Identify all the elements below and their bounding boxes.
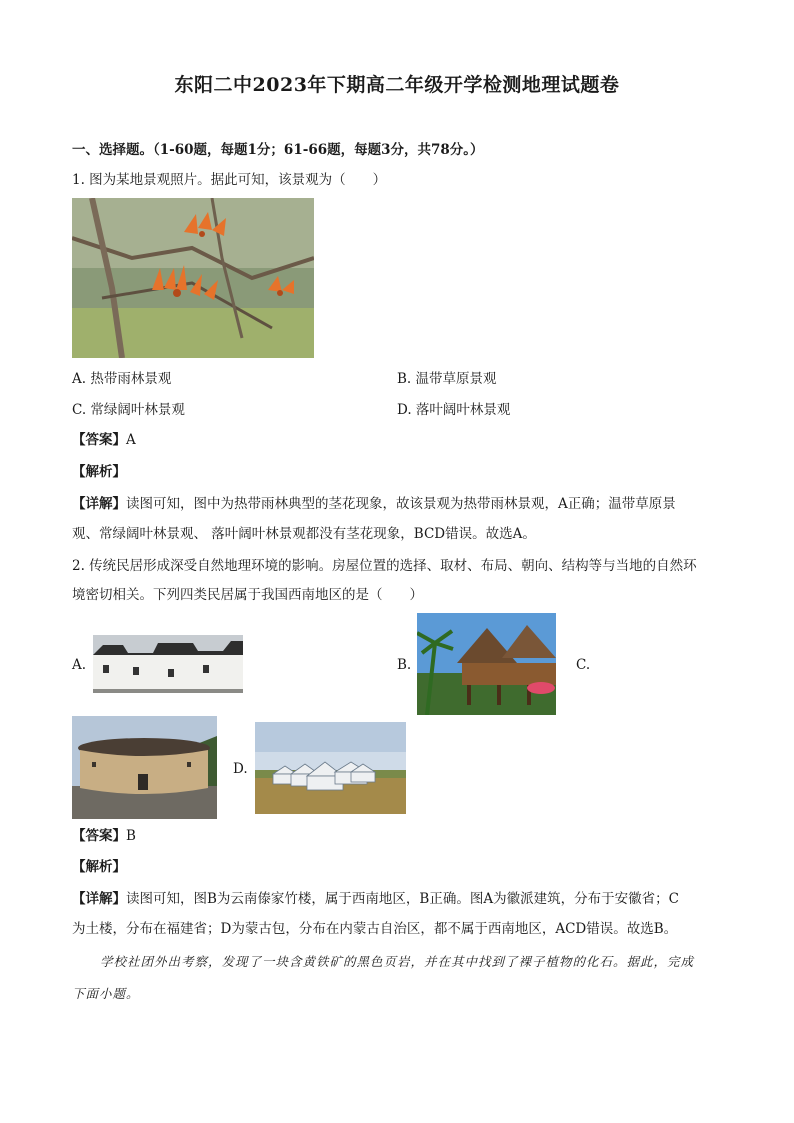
q2-detail-line1 <box>72 889 679 909</box>
q1-option-a: A. 热带雨林景观 <box>72 371 172 387</box>
q2-photo-c-tulou <box>72 716 217 819</box>
q2-stem-line1: 2. 传统民居形成深受自然地理环境的影响。房屋位置的选择、取材、布局、朝向、结构等与当地的自然环 <box>72 558 697 574</box>
q2-detail-line2: 为土楼，分布在福建省；D为蒙古包，分布在内蒙古自治区，都不属于西南地区，ACD错误。故选B。 <box>72 921 678 937</box>
q2-detail-text1: 读图可知，图B为云南傣家竹楼，属于西南地区，B正确。图A为徽派建筑，分布于安徽省；C <box>126 891 679 907</box>
q2-label-d: D. <box>233 761 248 777</box>
q1-flower-photo <box>72 198 314 358</box>
intro-line1: 学校社团外出考察，发现了一块含黄铁矿的黑色页岩，并在其中找到了裸子植物的化石。据此，完成 <box>100 954 695 969</box>
q1-answer <box>72 430 136 450</box>
q2-photo-b-dai-bamboo-house <box>417 613 556 715</box>
q1-detail-line1 <box>72 494 676 514</box>
q2-answer-tag: 【答案】 <box>72 828 126 844</box>
q1-detail-line2: 观、常绿阔叶林景观、 落叶阔叶林景观都没有茎花现象，BCD错误。故选A。 <box>72 526 536 542</box>
q1-stem: 1. 图为某地景观照片。据此可知，该景观为（ ） <box>72 172 387 188</box>
q2-photo-d-yurts <box>255 722 406 814</box>
q2-answer-value: B <box>126 828 136 844</box>
intro-line2: 下面小题。 <box>72 986 140 1001</box>
q2-answer <box>72 826 136 846</box>
section-heading: 一、选择题。（1-60题，每题1分；61-66题，每题3分，共78分。） <box>72 142 484 158</box>
q1-option-d: D. 落叶阔叶林景观 <box>397 402 511 418</box>
q2-photo-a-huizhou-house <box>93 635 243 693</box>
q1-detail-text1: 读图可知，图中为热带雨林典型的茎花现象，故该景观为热带雨林景观，A正确；温带草原景 <box>126 496 676 512</box>
q1-detail-tag: 【详解】 <box>72 496 126 512</box>
q1-option-c: C. 常绿阔叶林景观 <box>72 402 185 418</box>
q1-option-b: B. 温带草原景观 <box>397 371 497 387</box>
q2-label-c: C. <box>576 657 591 673</box>
q1-analysis-tag: 【解析】 <box>72 464 126 480</box>
q1-answer-value: A <box>126 432 136 448</box>
q2-label-b: B. <box>397 657 412 673</box>
q2-stem-line2: 境密切相关。下列四类民居属于我国西南地区的是（ ） <box>72 587 423 603</box>
q2-analysis-tag: 【解析】 <box>72 859 126 875</box>
page-title: 东阳二中2023年下期高二年级开学检测地理试题卷 <box>174 74 620 96</box>
q2-detail-tag: 【详解】 <box>72 891 126 907</box>
q1-answer-tag: 【答案】 <box>72 432 126 448</box>
q2-label-a: A. <box>72 657 87 673</box>
